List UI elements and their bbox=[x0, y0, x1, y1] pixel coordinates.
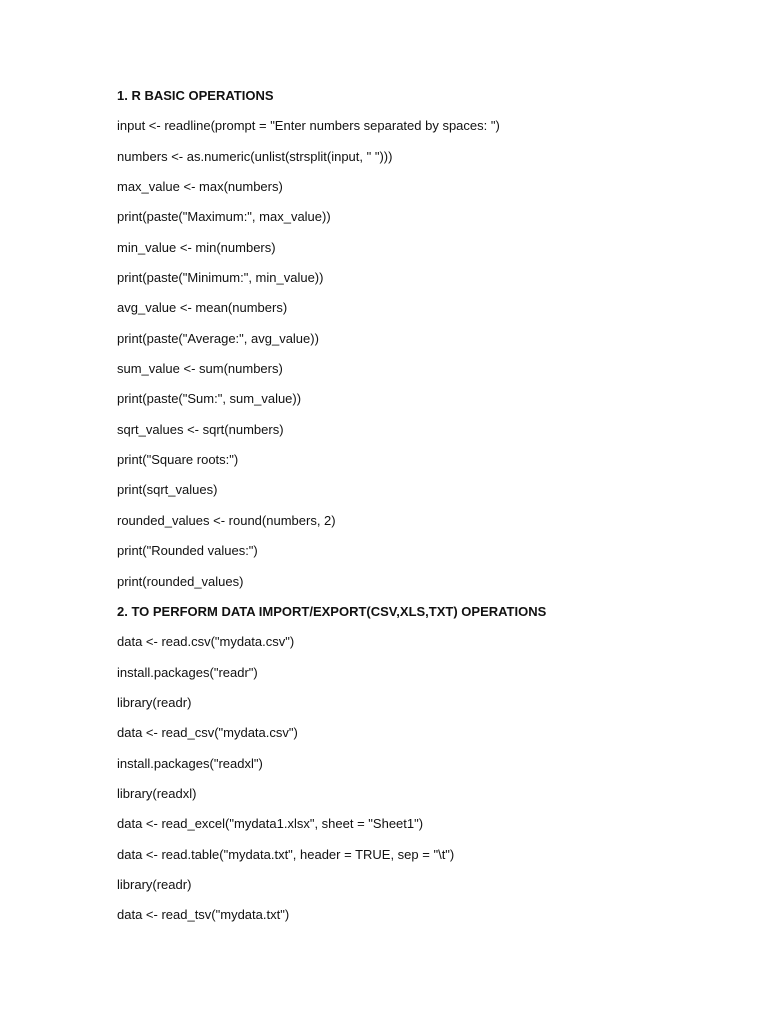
document-body bbox=[117, 86, 737, 936]
code-line: library(readxl) bbox=[117, 785, 197, 801]
code-line: print(paste("Minimum:", min_value)) bbox=[117, 270, 324, 286]
code-line: print(paste("Maximum:", max_value)) bbox=[117, 209, 331, 225]
code-line: library(readr) bbox=[117, 876, 192, 892]
code-line: rounded_values <- round(numbers, 2) bbox=[117, 512, 336, 528]
code-line: max_value <- max(numbers) bbox=[117, 179, 283, 195]
code-line: install.packages("readxl") bbox=[117, 755, 263, 771]
code-line: print(rounded_values) bbox=[117, 573, 244, 589]
code-line: data <- read.table("mydata.txt", header = TRUE, sep = "\t") bbox=[117, 846, 455, 862]
section-heading-basic-operations: 1. R BASIC OPERATIONS bbox=[117, 88, 274, 103]
code-line: print(paste("Sum:", sum_value)) bbox=[117, 391, 302, 407]
code-line: sqrt_values <- sqrt(numbers) bbox=[117, 421, 284, 437]
code-line: install.packages("readr") bbox=[117, 664, 258, 680]
code-line: data <- read_excel("mydata1.xlsx", sheet = "Sheet1") bbox=[117, 816, 424, 832]
code-line: avg_value <- mean(numbers) bbox=[117, 300, 288, 316]
code-line: input <- readline(prompt = "Enter numbers separated by spaces: ") bbox=[117, 118, 500, 134]
code-line: min_value <- min(numbers) bbox=[117, 239, 276, 255]
section-heading-data-import-export: 2. TO PERFORM DATA IMPORT/EXPORT(CSV,XLS,TXT) OPERATIONS bbox=[117, 603, 547, 619]
code-line: numbers <- as.numeric(unlist(strsplit(input, " "))) bbox=[117, 148, 393, 164]
code-line: library(readr) bbox=[117, 694, 192, 710]
code-line: data <- read.csv("mydata.csv") bbox=[117, 634, 295, 650]
code-line: print("Rounded values:") bbox=[117, 543, 258, 559]
code-line: sum_value <- sum(numbers) bbox=[117, 361, 283, 377]
code-line: print(sqrt_values) bbox=[117, 482, 218, 498]
code-line: data <- read_tsv("mydata.txt") bbox=[117, 907, 290, 923]
code-line: print(paste("Average:", avg_value)) bbox=[117, 330, 319, 346]
code-line: data <- read_csv("mydata.csv") bbox=[117, 725, 298, 741]
code-line: print("Square roots:") bbox=[117, 452, 239, 468]
